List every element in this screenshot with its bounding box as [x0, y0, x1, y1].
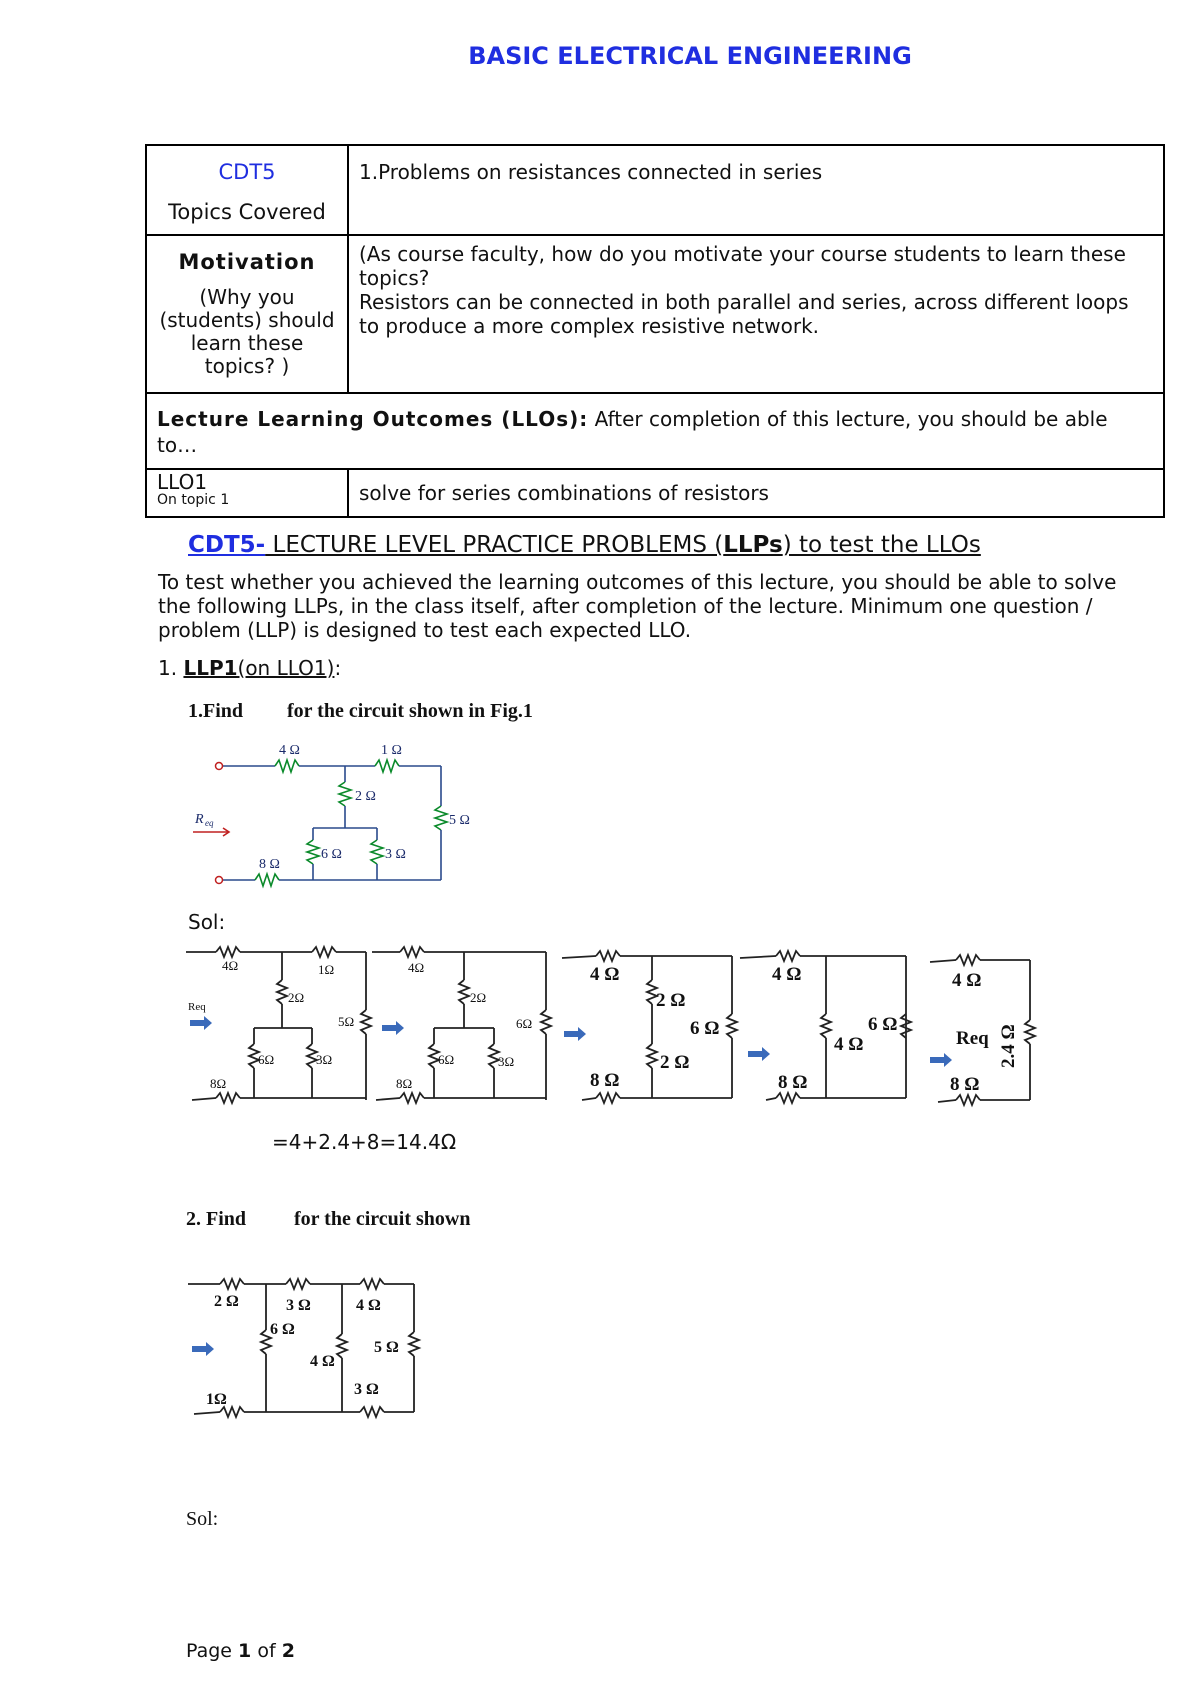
s1-5ohm: 5Ω: [338, 1014, 355, 1029]
s4-4ohm-b: 4 Ω: [834, 1034, 864, 1055]
practice-intro: To test whether you achieved the learning outcomes of this lecture, you should be able to solve the following LLPs, in the class itself, after completion of the lecture. Minimum one question / problem (LLP) is designed to test each expected LLO.: [158, 570, 1117, 642]
topics-cell: [146, 145, 348, 235]
cdt-code: CDT5: [218, 160, 276, 184]
s3-2ohm: 2 Ω: [656, 990, 686, 1011]
fig1-label-1ohm: 1 Ω: [381, 743, 402, 758]
llo1-sub: On topic 1: [157, 492, 230, 508]
footer-page-prefix: Page: [186, 1640, 239, 1662]
f2-6ohm: 6 Ω: [270, 1321, 295, 1338]
topics-value: [348, 145, 1164, 235]
footer-page-of: of: [251, 1640, 282, 1662]
practice-code: CDT5-: [188, 532, 266, 558]
fig1-label-8ohm: 8 Ω: [259, 857, 280, 872]
llo1-id: LLO1: [157, 470, 208, 494]
lecture-info-table: [145, 144, 1165, 518]
s2-6ohm: 6Ω: [516, 1016, 533, 1031]
practice-title-b: ) to test the LLOs: [782, 532, 981, 558]
s1-4ohm: 4Ω: [222, 958, 239, 973]
solution-2-label: Sol:: [186, 1508, 219, 1530]
topic-1: 1.Problems on resistances connected in series: [359, 160, 823, 184]
llo-text: After completion of this lecture, you should be able to…: [157, 407, 1108, 457]
llo-cell: [146, 393, 1164, 469]
fig1-label-3ohm: 3 Ω: [385, 847, 406, 862]
question-1-find: 1.Find: [188, 700, 244, 722]
llo-label: Lecture Learning Outcomes (LLOs):: [157, 407, 589, 431]
motivation-text: Resistors can be connected in both parallel and series, across different loops to produce a more complex resistive network.: [359, 290, 1129, 338]
s3-6ohm: 6 Ω: [690, 1018, 720, 1039]
solution-1-answer: =4+2.4+8=14.4Ω: [272, 1130, 457, 1154]
s2-4ohm: 4Ω: [408, 960, 425, 975]
fig1-label-6ohm: 6 Ω: [321, 847, 342, 862]
s1-3ohm: 3Ω: [316, 1052, 333, 1067]
s1-req: Req: [188, 1001, 206, 1013]
f2-4ohm: 4 Ω: [356, 1297, 381, 1314]
fig1-label-2ohm: 2 Ω: [355, 789, 376, 804]
s1-2ohm: 2Ω: [288, 990, 305, 1005]
llo1-text: solve for series combinations of resistors: [348, 469, 1164, 517]
s3-2ohm-b: 2 Ω: [660, 1052, 690, 1073]
topics-covered-label: Topics Covered: [168, 200, 326, 224]
s5-2p4ohm: 2.4 Ω: [998, 1024, 1019, 1068]
s4-6ohm: 6 Ω: [868, 1014, 898, 1035]
s3-4ohm: 4 Ω: [590, 964, 620, 985]
f2-3ohm-b: 3 Ω: [354, 1381, 379, 1398]
motivation-question: (As course faculty, how do you motivate your course students to learn these topics?: [359, 242, 1126, 290]
fig1-label-req-sub: eq: [205, 818, 214, 828]
figure-2-circuit: [186, 1272, 426, 1432]
solution-1-diagram: [186, 940, 1046, 1120]
f2-3ohm: 3 Ω: [286, 1297, 311, 1314]
llp-label: LLP1: [183, 656, 238, 680]
motivation-cell: [146, 235, 348, 393]
s5-4ohm: 4 Ω: [952, 970, 982, 991]
f2-1ohm: 1Ω: [206, 1391, 227, 1408]
f2-2ohm: 2 Ω: [214, 1293, 239, 1310]
f2-4ohm-b: 4 Ω: [310, 1353, 335, 1370]
llp1-heading: [158, 656, 341, 680]
llp-colon: :: [334, 656, 342, 680]
llp-on: (on LLO1): [237, 656, 335, 680]
s2-3ohm: 3Ω: [498, 1054, 515, 1069]
s3-8ohm: 8 Ω: [590, 1070, 620, 1091]
s2-2ohm: 2Ω: [470, 990, 487, 1005]
motivation-sub: (Why you (students) should learn these topics? ): [159, 285, 335, 378]
practice-title-llps: LLPs: [723, 532, 783, 558]
question-2-text: for the circuit shown: [294, 1208, 471, 1230]
s2-8ohm: 8Ω: [396, 1076, 413, 1091]
s1-1ohm: 1Ω: [318, 962, 335, 977]
s1-8ohm: 8Ω: [210, 1076, 227, 1091]
document-title: BASIC ELECTRICAL ENGINEERING: [468, 42, 912, 70]
motivation-label: Motivation: [178, 250, 316, 274]
s4-8ohm: 8 Ω: [778, 1072, 808, 1093]
s2-6ohm-b: 6Ω: [438, 1052, 455, 1067]
footer-page-number: 1: [238, 1640, 252, 1662]
figure-1-circuit: [185, 728, 485, 898]
footer-page-total: 2: [281, 1640, 295, 1662]
llp-number: 1.: [158, 656, 184, 680]
s5-req: Req: [956, 1028, 989, 1049]
motivation-text-cell: [348, 235, 1164, 393]
s5-8ohm: 8 Ω: [950, 1074, 980, 1095]
question-1-text: for the circuit shown in Fig.1: [287, 700, 533, 722]
fig1-label-req: R: [195, 812, 204, 827]
fig1-label-5ohm: 5 Ω: [449, 813, 470, 828]
solution-1-label: Sol:: [188, 910, 226, 934]
fig1-label-4ohm: 4 Ω: [279, 743, 300, 758]
s1-6ohm: 6Ω: [258, 1052, 275, 1067]
question-2-find: 2. Find: [186, 1208, 247, 1230]
page-footer: [186, 1640, 295, 1662]
practice-heading: [188, 532, 981, 558]
f2-5ohm: 5 Ω: [374, 1339, 399, 1356]
s4-4ohm: 4 Ω: [772, 964, 802, 985]
llo1-id-cell: [146, 469, 348, 517]
practice-title-a: LECTURE LEVEL PRACTICE PROBLEMS (: [265, 532, 724, 558]
